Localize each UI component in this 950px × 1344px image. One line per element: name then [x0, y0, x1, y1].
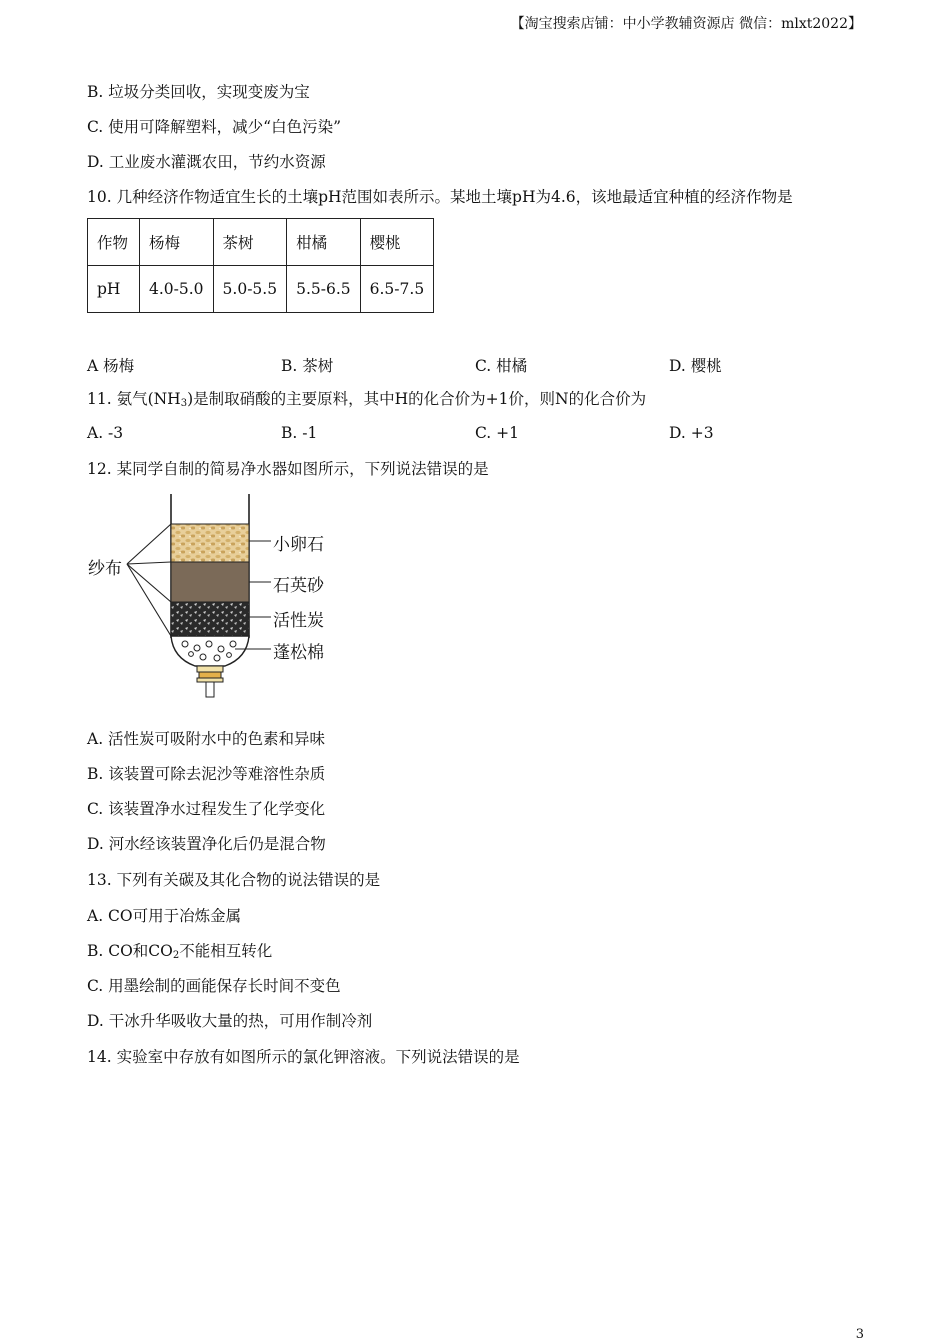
- table-row: [88, 266, 434, 313]
- nozzle-cap: [199, 672, 221, 678]
- page-number: 3: [855, 1327, 864, 1342]
- table-cell: 作物: [88, 219, 140, 266]
- quartz-sand-layer: [171, 562, 249, 602]
- table-cell: 5.5-6.5: [287, 266, 361, 313]
- q11-option-c: C. +1: [475, 424, 520, 442]
- q14-stem: 14. 实验室中存放有如图所示的氯化钾溶液。下列说法错误的是: [87, 1048, 520, 1066]
- nozzle-base: [197, 678, 223, 682]
- carbon-label: 活性炭: [273, 611, 324, 631]
- q11-stem: [87, 389, 646, 414]
- table-cell: 柑橘: [287, 219, 361, 266]
- table-cell: 茶树: [213, 219, 287, 266]
- table-cell: 4.0-5.0: [140, 266, 214, 313]
- cotton-layer: [171, 636, 249, 666]
- q10-options: [87, 354, 867, 374]
- q13-option-a: A. CO可用于冶炼金属: [87, 907, 242, 925]
- q13-option-b-sub: 2: [172, 950, 180, 961]
- q11-options: [87, 424, 867, 444]
- q12-option-b: B. 该装置可除去泥沙等难溶性杂质: [87, 765, 326, 783]
- q11-option-b: B. -1: [281, 424, 318, 442]
- q13-option-b-post: 不能相互转化: [179, 942, 273, 960]
- q11-option-d: D. +3: [669, 424, 714, 442]
- activated-carbon-layer: [171, 602, 249, 636]
- q11-stem-sub: 3: [180, 398, 188, 409]
- q11-stem-post: )是制取硝酸的主要原料，其中H的化合价为+1价，则N的化合价为: [187, 390, 647, 408]
- q12-option-d: D. 河水经该装置净化后仍是混合物: [87, 835, 326, 853]
- q13-option-c: C. 用墨绘制的画能保存长时间不变色: [87, 977, 341, 995]
- q9-option-b: B. 垃圾分类回收，实现变废为宝: [87, 83, 310, 101]
- q13-option-d: D. 干冰升华吸收大量的热，可用作制冷剂: [87, 1012, 373, 1030]
- ph-table: [87, 218, 434, 313]
- q10-option-c: C. 柑橘: [475, 357, 528, 375]
- q13-option-b-pre: B. CO和CO: [87, 942, 173, 960]
- q9-option-d: D. 工业废水灌溉农田，节约水资源: [87, 153, 326, 171]
- pebble-label: 小卵石: [273, 535, 324, 555]
- table-row: [88, 219, 434, 266]
- q10-stem: 10. 几种经济作物适宜生长的土壤pH范围如表所示。某地土壤pH为4.6，该地最适宜种植的经济作物是: [87, 188, 793, 206]
- cotton-label: 蓬松棉: [273, 643, 324, 663]
- table-cell: 樱桃: [360, 219, 434, 266]
- q11-stem-pre: 11. 氨气(NH: [87, 390, 181, 408]
- q11-option-a: A. -3: [87, 424, 124, 442]
- table-cell: pH: [88, 266, 140, 313]
- table-cell: 杨梅: [140, 219, 214, 266]
- water-purifier-drawing: [85, 490, 345, 705]
- nozzle-ring: [197, 666, 223, 672]
- q10-option-b: B. 茶树: [281, 357, 334, 375]
- q12-option-c: C. 该装置净水过程发生了化学变化: [87, 800, 326, 818]
- gauze-pointer-lines: [127, 524, 171, 636]
- q9-option-c: C. 使用可降解塑料，减少“白色污染”: [87, 118, 342, 136]
- page-header: 【淘宝搜索店铺：中小学教辅资源店 微信：mlxt2022】: [510, 16, 862, 32]
- table-cell: 5.0-5.5: [213, 266, 287, 313]
- table-cell: 6.5-7.5: [360, 266, 434, 313]
- water-purifier-figure: [85, 490, 345, 705]
- pebble-layer: [171, 524, 249, 562]
- outlet-tube: [206, 682, 214, 697]
- q13-stem: 13. 下列有关碳及其化合物的说法错误的是: [87, 871, 381, 889]
- gauze-label: 纱布: [88, 559, 122, 579]
- q10-option-d: D. 樱桃: [669, 357, 722, 375]
- q12-option-a: A. 活性炭可吸附水中的色素和异味: [87, 730, 326, 748]
- q13-option-b: [87, 941, 272, 966]
- q10-option-a: A 杨梅: [87, 357, 135, 375]
- quartz-label: 石英砂: [273, 576, 324, 596]
- q12-stem: 12. 某同学自制的简易净水器如图所示，下列说法错误的是: [87, 460, 489, 478]
